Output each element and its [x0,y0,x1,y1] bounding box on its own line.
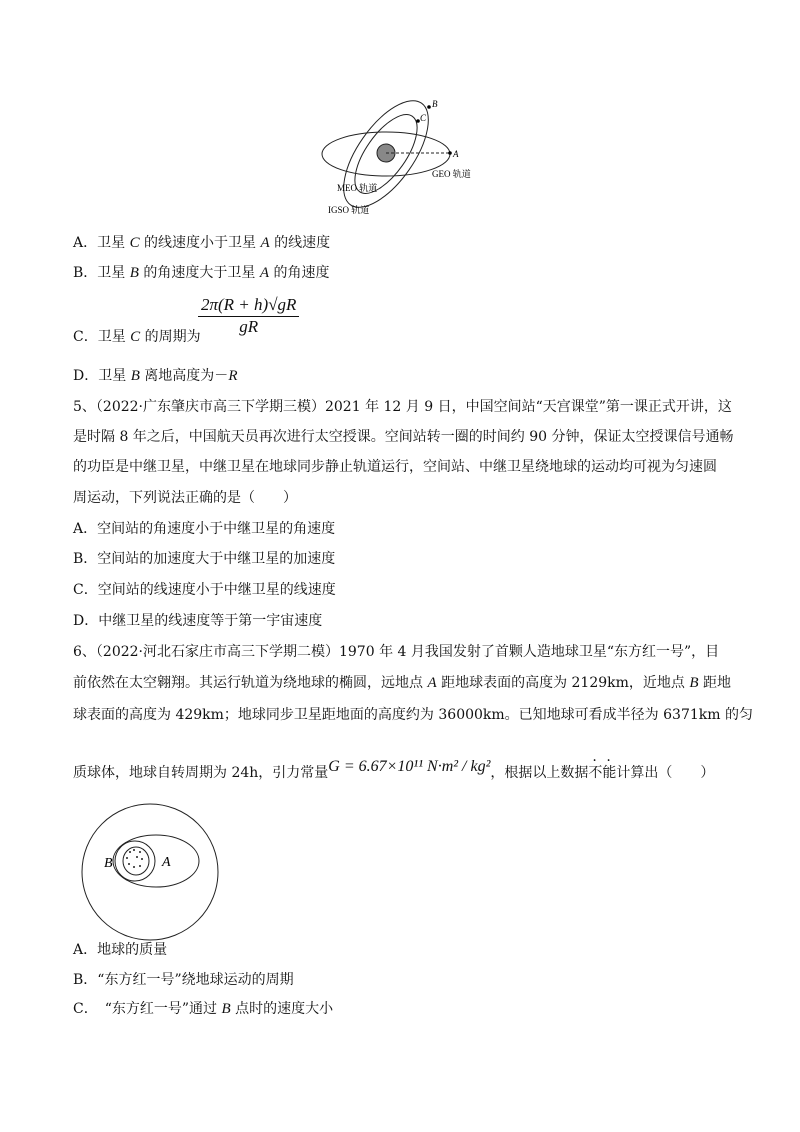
q6-option-b[interactable]: B．“东方红一号”绕地球运动的周期 [73,972,294,988]
var-r: R [228,368,238,384]
label-c: C [420,113,427,123]
emphasis-char-not: 不 [588,765,603,781]
satellite-a [448,151,452,155]
var-b: B [129,265,139,281]
label-a: A [162,855,171,870]
q6-stem-line2-text: 前依然在太空翱翔。其运行轨道为绕地球的椭圆，远地点 [73,675,428,691]
q4-option-c[interactable] [73,327,201,347]
var-c: C [130,329,141,345]
q5-option-b[interactable]: B．空间站的加速度大于中继卫星的加速度 [73,551,336,567]
var-b: B [221,1001,231,1017]
orbit-diagram [316,96,486,221]
var-b: B [689,675,699,691]
label-igso: IGSO 轨道 [328,205,370,215]
q4-option-d[interactable] [73,366,237,386]
earth-dots [126,849,143,868]
var-a: A [427,675,437,691]
q5-stem-line2: 是时隔 8 年之后，中国航天员再次进行太空授课。空间站转一圈的时间约 90 分钟，保证太空授课信号通畅 [73,429,734,445]
formula-numerator: 2π(R + h)√gR [198,295,299,317]
q6-option-a[interactable]: A．地球的质量 [73,942,168,958]
q4-option-d-text-mid: 离地高度为－ [139,368,229,384]
q4-option-a-text: A．卫星 [73,235,130,251]
q5-option-a[interactable]: A．空间站的角速度小于中继卫星的角速度 [73,521,336,537]
q6-stem-line3: 球表面的高度为 429km；地球同步卫星距地面的高度约为 36000km。已知地球可看成半径为 6371km 的匀 [73,707,753,723]
q5-option-c[interactable]: C．空间站的线速度小于中继卫星的线速度 [73,582,336,598]
label-meo: MEO 轨道 [337,183,378,193]
label-a: A [453,149,459,159]
outer-circle [82,804,218,940]
q4-option-d-text: D．卫星 [73,368,131,384]
earth-inner [123,847,149,875]
q4-option-b-text-mid: 的角速度大于卫星 [138,265,260,281]
earth-orbit-diagram [70,803,230,941]
q4-option-c-text-end: 的周期为 [140,329,201,345]
q6-stem-line1: 6、（2022·河北石家庄市高三下学期二模）1970 年 4 月我国发射了首颗人造地球卫星“东方红一号”，目 [73,644,720,660]
q6-option-c-text: C． “东方红一号”通过 [73,1001,222,1017]
label-b: B [104,856,113,871]
period-formula [198,295,299,337]
q4-option-a-text-mid: 的线速度小于卫星 [139,235,261,251]
label-b: B [432,99,438,109]
q5-option-d[interactable]: D．中继卫星的线速度等于第一宇宙速度 [73,613,323,629]
q6-stem-line2 [73,673,731,693]
q4-option-b-text: B．卫星 [73,265,130,281]
q4-option-b-text-end: 的角速度 [269,265,330,281]
q5-stem-line3: 的功臣是中继卫星，中继卫星在地球同步静止轨道运行，空间站、中继卫星绕地球的运动均可视为匀速圆 [73,459,717,475]
q6-stem-line2-text-mid: 距地球表面的高度为 2129km，近地点 [436,675,690,691]
q4-option-b[interactable] [73,263,329,283]
q6-stem-line4 [73,758,715,783]
q6-stem-line2-text-end: 距地 [698,675,731,691]
gravitational-constant-formula: G = 6.67×10¹¹ N·m² / kg² [328,758,491,775]
q6-option-c-text-end: 点时的速度大小 [230,1001,334,1017]
label-geo: GEO 轨道 [432,169,471,179]
q6-stem-line4-text-mid: ，根据以上数据 [490,765,589,781]
var-c: C [129,235,140,251]
emphasis-char-can: 能 [602,765,617,781]
var-b: B [130,368,140,384]
satellite-b [427,105,431,109]
q4-option-a-text-end: 的线速度 [269,235,331,251]
formula-denominator: gR [239,317,259,336]
q5-stem-line1: 5、（2022·广东肇庆市高三下学期三模）2021 年 12 月 9 日，中国空间站“天宫课堂”第一课正式开讲，这 [73,399,732,415]
q6-stem-line4-text: 质球体，地球自转周期为 24h，引力常量 [73,765,329,781]
q4-option-c-text: C．卫星 [73,329,131,345]
q6-stem-line4-text-end: 计算出（ ） [616,765,715,781]
var-a: A [260,235,270,251]
var-a: A [259,265,269,281]
q6-option-c[interactable] [73,999,333,1019]
q5-stem-line4: 周运动，下列说法正确的是（ ） [73,490,297,506]
q4-option-a[interactable] [73,233,330,253]
